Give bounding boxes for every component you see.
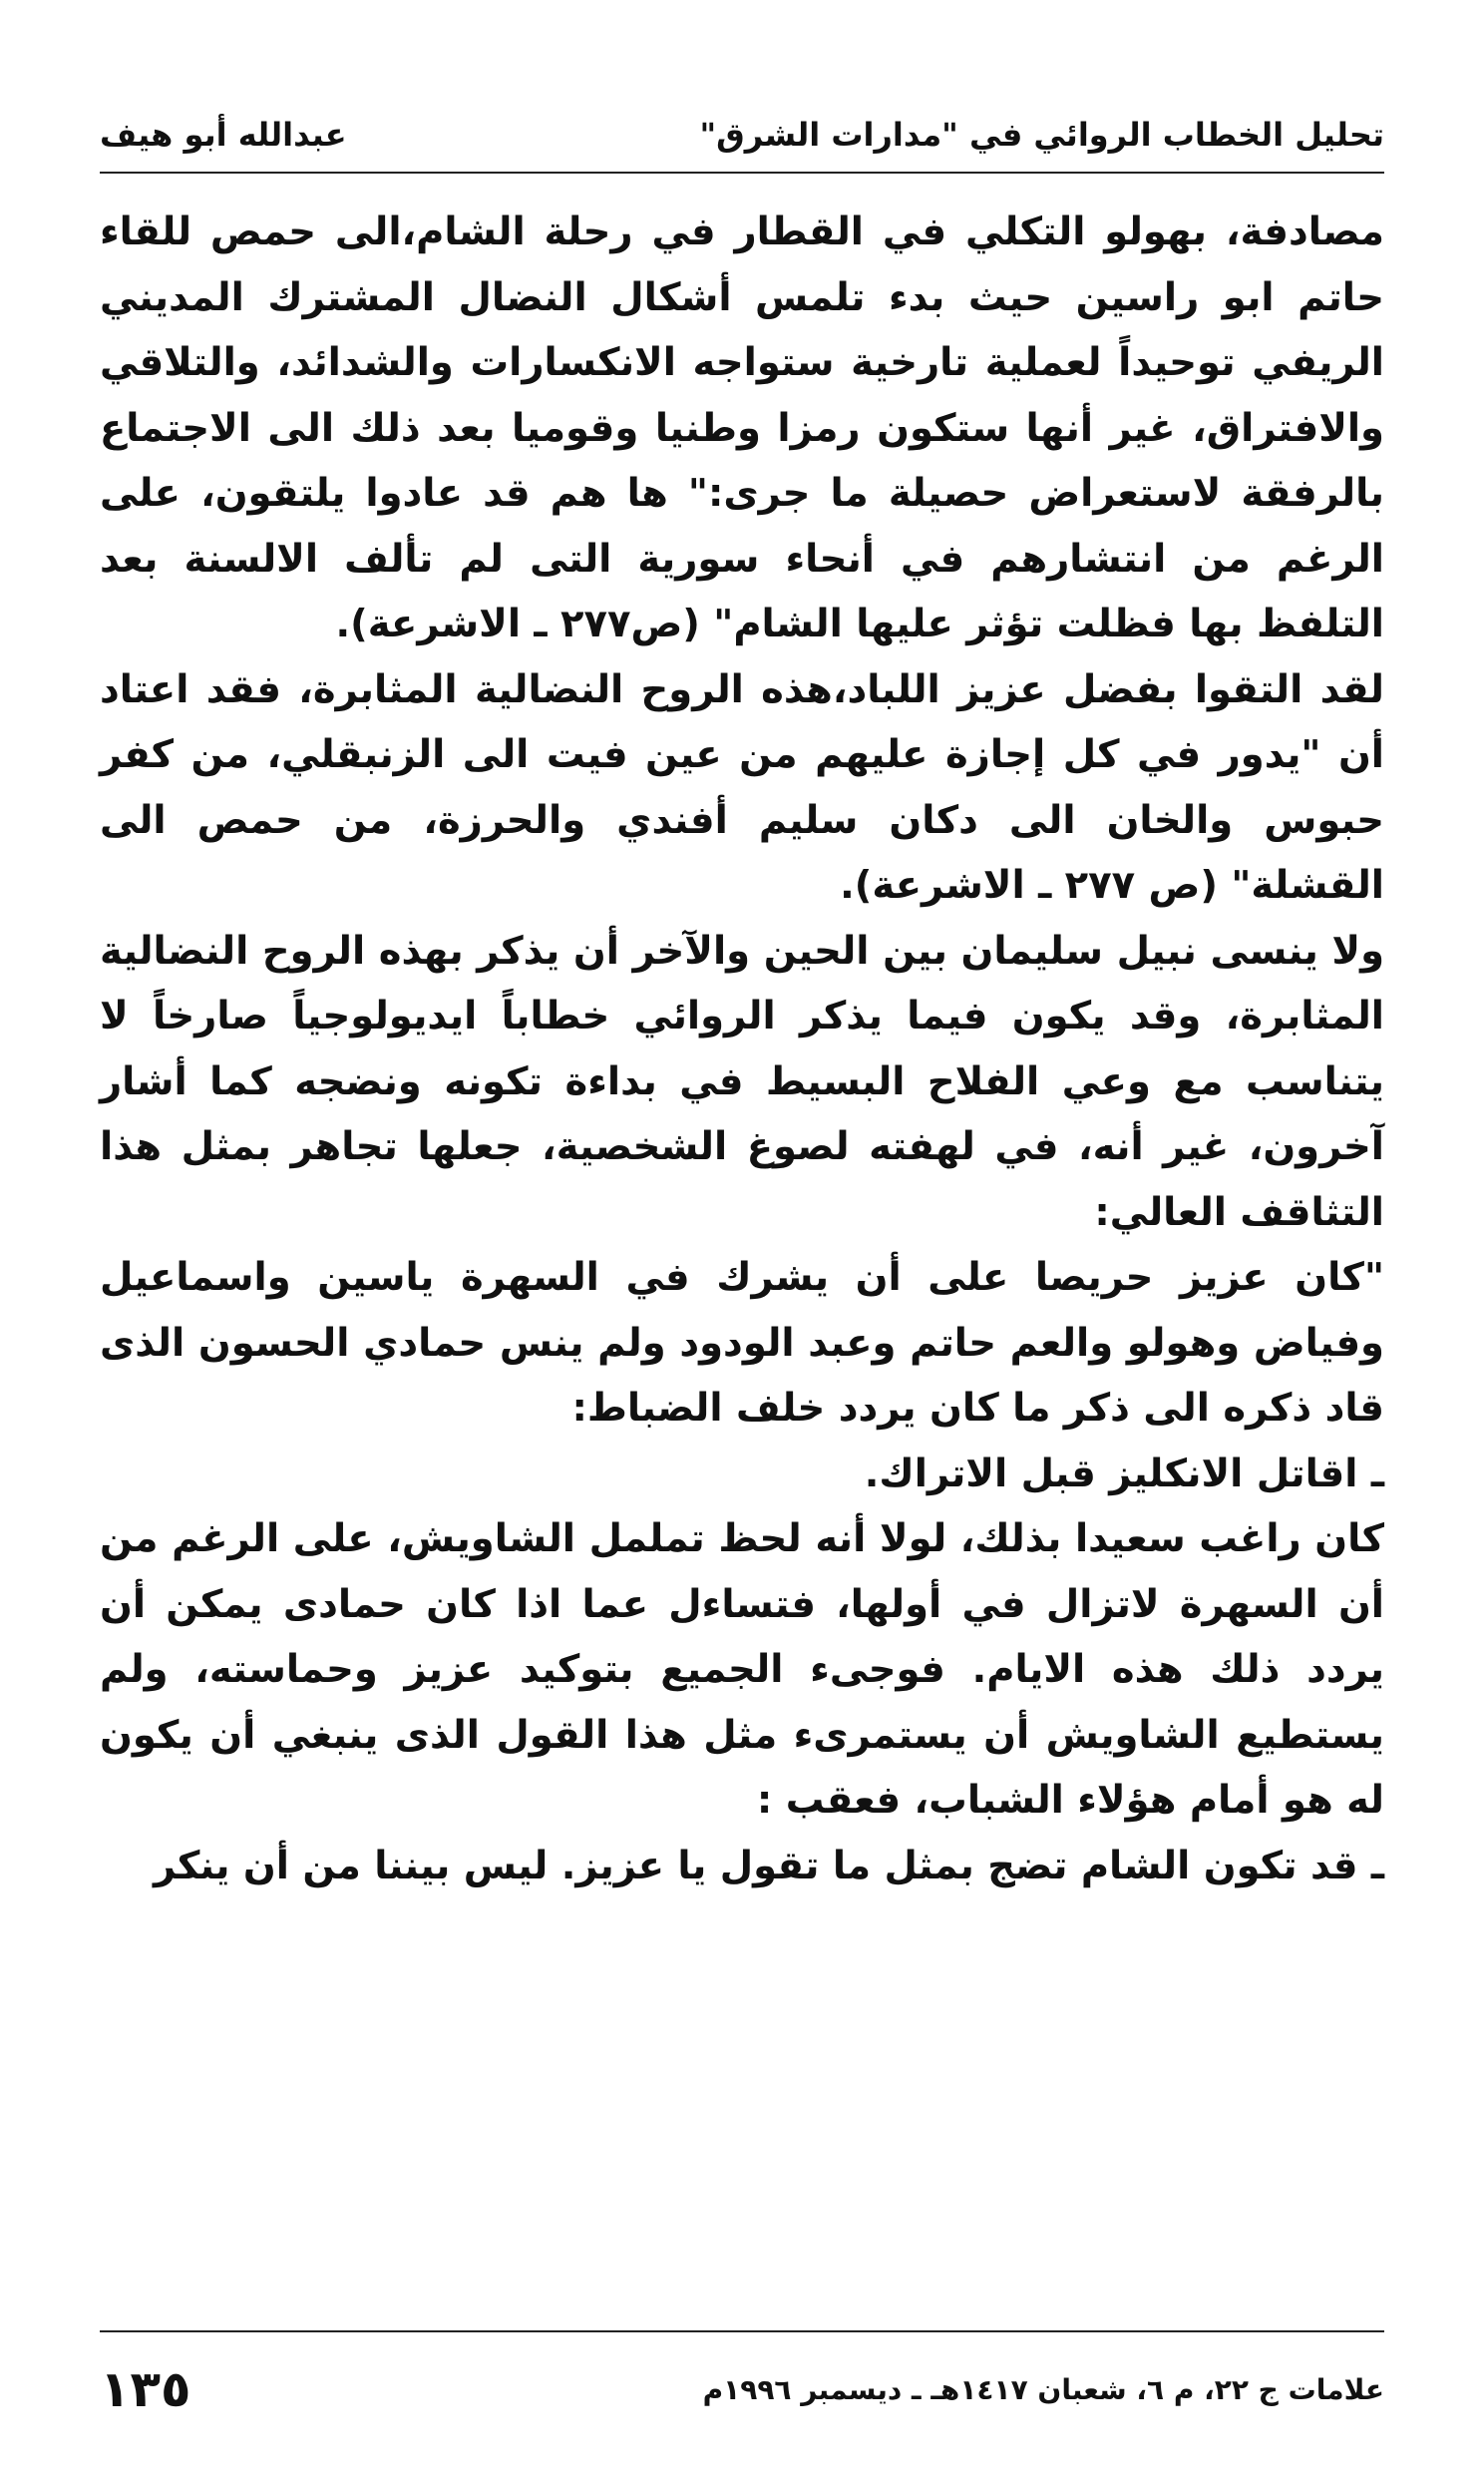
header-rule [100,172,1384,174]
paragraph: كان راغب سعيدا بذلك، لولا أنه لحظ تململ الشاويش، على الرغم من أن السهرة لاتزال في أولها، فتساءل عما اذا كان حمادى يمكن أن يردد ذلك هذه الايام. فوجىء الجميع بتوكيد عزيز وحماسته، ولم يستطيع الشاويش أن يستمرىء مثل هذا القول الذى ينبغي أن يكون له هو أمام هؤلاء الشباب، فعقب : [100,1516,1384,1823]
paragraph: ولا ينسى نبيل سليمان بين الحين والآخر أن يذكر بهذه الروح النضالية المثابرة، وقد يكون فيما يذكر الروائي خطاباً ايديولوجياً صارخاً لا يتناسب مع وعي الفلاح البسيط في بداءة تكونه ونضجه كما أشار آخرون، غير أنه، في لهفته لصوغ الشخصية، جعلها تجاهر بمثل هذا التثاقف العالي: [100,928,1384,1235]
page-number: ١٣٥ [100,2360,191,2418]
header-title: تحليل الخطاب الروائي في "مدارات الشرق" [699,116,1384,154]
body-text [100,200,1384,1898]
header-author: عبدالله أبو هيف [100,116,347,154]
quote-paragraph: "كان عزيز حريصا على أن يشرك في السهرة ياسين واسماعيل وفياض وهولو والعم حاتم وعبد الودود ولم ينس حمادي الحسون الذى قاد ذكره الى ذكر ما كان يردد خلف الضباط: [100,1255,1384,1431]
dialogue-line: ـ اقاتل الانكليز قبل الاتراك. [864,1451,1384,1496]
footer-citation: علامات ج ٢٢، م ٦، شعبان ١٤١٧هـ ـ ديسمبر ١٩٩٦م [702,2372,1384,2406]
paragraph: مصادفة، بهولو التكلي في القطار في رحلة الشام،الى حمص للقاء حاتم ابو راسين حيث بدء تلمس أشكال النضال المشترك المديني الريفي توحيداً لعملية تارخية ستواجه الانكسارات والشدائد، والتلاقي والافتراق، غير أنها ستكون رمزا وطنيا وقوميا بعد ذلك الى الاجتماع بالرفقة لاستعراض حصيلة ما جرى:" ها هم قد عادوا يلتقون، على الرغم من انتشارهم في أنحاء سورية التى لم تألف الالسنة بعد التلفظ بها فظلت تؤثر عليها الشام" (ص٢٧٧ ـ الاشرعة). [100,209,1384,646]
footer-rule [100,2330,1384,2332]
running-header [100,105,1384,165]
dialogue-line: ـ قد تكون الشام تضج بمثل ما تقول يا عزيز. ليس بيننا من أن ينكر [154,1843,1384,1888]
paragraph: لقد التقوا بفضل عزيز اللباد،هذه الروح النضالية المثابرة، فقد اعتاد أن "يدور في كل إجازة عليهم من عين فيت الى الزنبقلي، من كفر حبوس والخان الى دكان سليم أفندي والحرزة، من حمص الى القشلة" (ص ٢٧٧ ـ الاشرعة). [100,666,1384,908]
running-footer [100,2354,1384,2424]
